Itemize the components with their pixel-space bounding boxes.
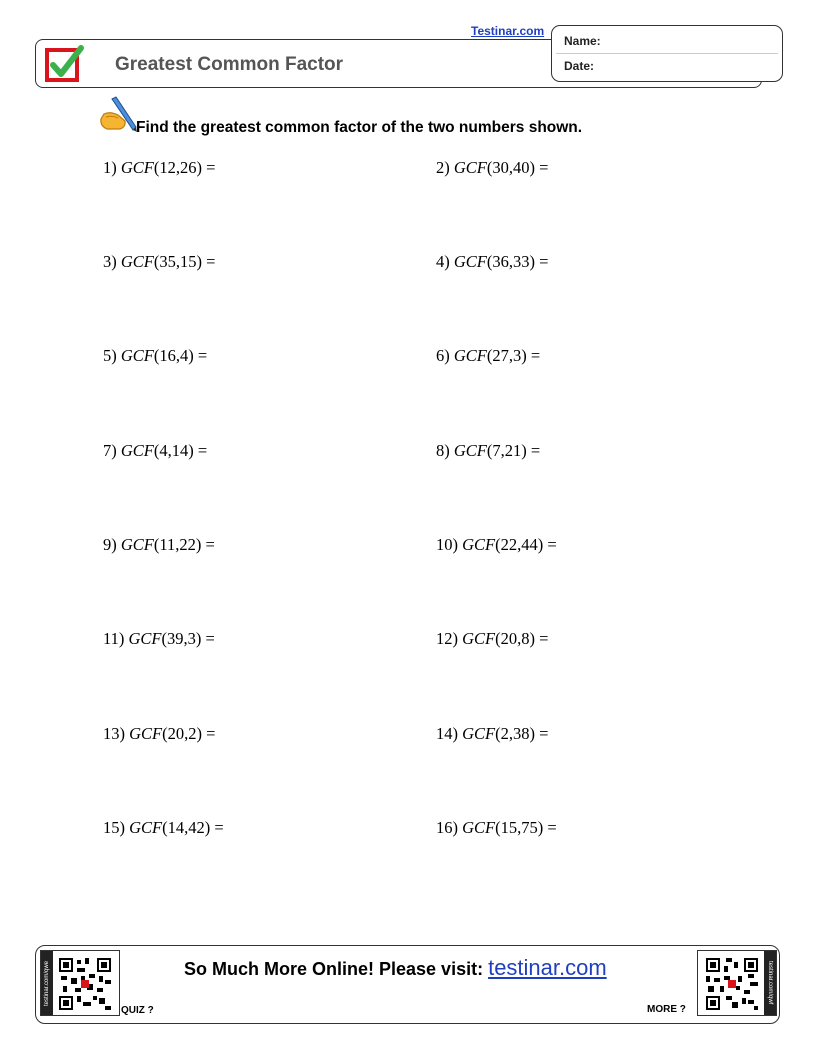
- problem-2: 2) GCF(30,40) =: [436, 158, 549, 177]
- problem-16: 16) GCF(15,75) =: [436, 818, 557, 837]
- problem-4: 4) GCF(36,33) =: [436, 252, 549, 271]
- quiz-caption: QUIZ ?: [121, 1005, 154, 1016]
- name-date-divider: [556, 53, 778, 54]
- qr-code-icon: [59, 958, 111, 1010]
- name-label: Name:: [564, 34, 601, 48]
- checkbox-check-icon: [44, 44, 84, 84]
- problem-5: 5) GCF(16,4) =: [103, 346, 208, 365]
- pencil-hand-icon: [98, 95, 138, 133]
- qr-side-label: testinar.com/qwe: [41, 951, 53, 1015]
- problem-13: 13) GCF(20,2) =: [103, 724, 216, 743]
- footer-link[interactable]: testinar.com: [488, 955, 607, 980]
- problem-11: 11) GCF(39,3) =: [103, 629, 215, 648]
- problem-14: 14) GCF(2,38) =: [436, 724, 549, 743]
- problem-1: 1) GCF(12,26) =: [103, 158, 216, 177]
- qr-quiz[interactable]: [40, 950, 120, 1016]
- problem-15: 15) GCF(14,42) =: [103, 818, 224, 837]
- qr-code-icon: [706, 958, 758, 1010]
- problem-3: 3) GCF(35,15) =: [103, 252, 216, 271]
- footer-text: So Much More Online! Please visit: testinar.com: [184, 955, 607, 980]
- problem-12: 12) GCF(20,8) =: [436, 629, 549, 648]
- problem-7: 7) GCF(4,14) =: [103, 441, 208, 460]
- problem-6: 6) GCF(27,3) =: [436, 346, 541, 365]
- problem-10: 10) GCF(22,44) =: [436, 535, 557, 554]
- instruction-text: Find the greatest common factor of the two numbers shown.: [136, 119, 583, 136]
- page-title: Greatest Common Factor: [115, 54, 344, 75]
- name-date-box: [551, 25, 783, 82]
- more-caption: MORE ?: [647, 1004, 686, 1015]
- problem-9: 9) GCF(11,22) =: [103, 535, 215, 554]
- date-label: Date:: [564, 59, 595, 73]
- qr-side-label: testinar.com/qwf: [764, 951, 776, 1015]
- problem-8: 8) GCF(7,21) =: [436, 441, 541, 460]
- site-link[interactable]: Testinar.com: [471, 24, 545, 38]
- qr-more[interactable]: [697, 950, 777, 1016]
